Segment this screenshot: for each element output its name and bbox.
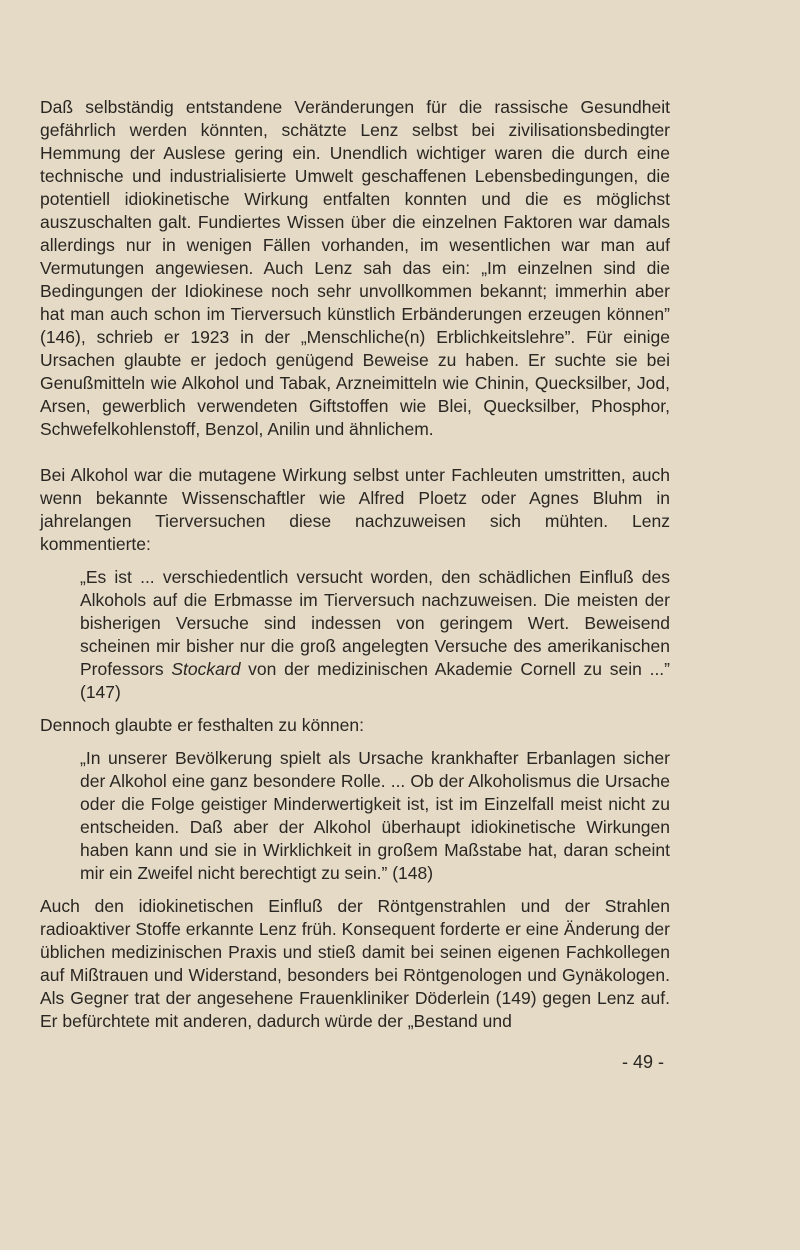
block-quote-2: „In unserer Bevölkerung spielt als Ursache krankhafter Erbanlagen sicher der Alkohol eine ganz besondere Rolle. ... Ob der Alkoholismus die Ursache oder die Folge geistiger Minderwertigkeit ist, ist im Einzelfall meist nicht zu entscheiden. Daß aber der Alkohol überhaupt idiokinetische Wirkungen haben kann und sie in Wirklichkeit in großem Maßstabe hat, daran scheint mir ein Zweifel nicht berechtigt zu sein.” (148) (80, 748, 670, 883)
quote-1-text-b: von der medizinischen Akademie Cornell zu sein ...” (147) (80, 659, 670, 702)
paragraph-3: Dennoch glaubte er festhalten zu können: (40, 715, 364, 735)
paragraph-2: Bei Alkohol war die mutagene Wirkung selbst unter Fachleuten umstritten, auch wenn bekannte Wissenschaftler wie Alfred Ploetz oder Agnes Bluhm in jahrelangen Tierversuchen diese nachzuweisen sich mühten. Lenz kommentierte: (40, 465, 670, 554)
page-number: - 49 - (622, 1052, 665, 1072)
quote-1-text-a: „Es ist ... verschiedentlich versucht worden, den schädlichen Einfluß des Alkohols auf die Erbmasse im Tierversuch nachzuweisen. Die meisten der bisherigen Versuche sind indessen von geringem Wert. Beweisend scheinen mir bisher nur die groß angelegten Versuche des amerikanischen Professors (80, 567, 670, 679)
paragraph-gap (40, 441, 670, 464)
paragraph-1: Daß selbständig entstandene Veränderungen für die rassische Gesundheit gefährlich werden könnten, schätzte Lenz selbst bei zivilisationsbedingter Hemmung der Auslese gering ein. Unendlich wichtiger waren die durch eine technische und industrialisierte Umwelt geschaffenen Lebensbedingungen, die potentiell idiokinetische Wirkung entfalten konnten und die es möglichst auszuschalten galt. Fundiertes Wissen über die einzelnen Faktoren war damals allerdings nur in wenigen Fällen vorhanden, im wesentlichen war man auf Vermutungen angewiesen. Auch Lenz sah das ein: „Im einzelnen sind die Bedingungen der Idiokinese noch sehr unvollkommen bekannt; immerhin aber hat man auch schon im Tierversuch künstlich Erbänderungen erzeugen können” (146), schrieb er 1923 in der „Menschliche(n) Erblichkeitslehre”. Für einige Ursachen glaubte er jedoch genügend Beweise zu haben. Er suchte sie bei Genußmitteln wie Alkohol und Tabak, Arzneimitteln wie Chinin, Quecksilber, Jod, Arsen, gewerblich verwendeten Giftstoffen wie Blei, Quecksilber, Phosphor, Schwefelkohlenstoff, Benzol, Anilin und ähnlichem. (40, 97, 670, 439)
block-quote-1 (80, 566, 670, 704)
page-body (40, 96, 670, 1033)
quote-1-name: Stockard (171, 659, 241, 679)
paragraph-4: Auch den idiokinetischen Einfluß der Röntgenstrahlen und der Strahlen radioaktiver Stoffe erkannte Lenz früh. Konsequent forderte er eine Änderung der üblichen medizinischen Praxis und stieß damit bei seinen eigenen Fachkollegen auf Mißtrauen und Widerstand, besonders bei Röntgenologen und Gynäkologen. Als Gegner trat der angesehene Frauenkliniker Döderlein (149) gegen Lenz auf. Er befürchtete mit anderen, dadurch würde der „Bestand und (40, 896, 670, 1031)
